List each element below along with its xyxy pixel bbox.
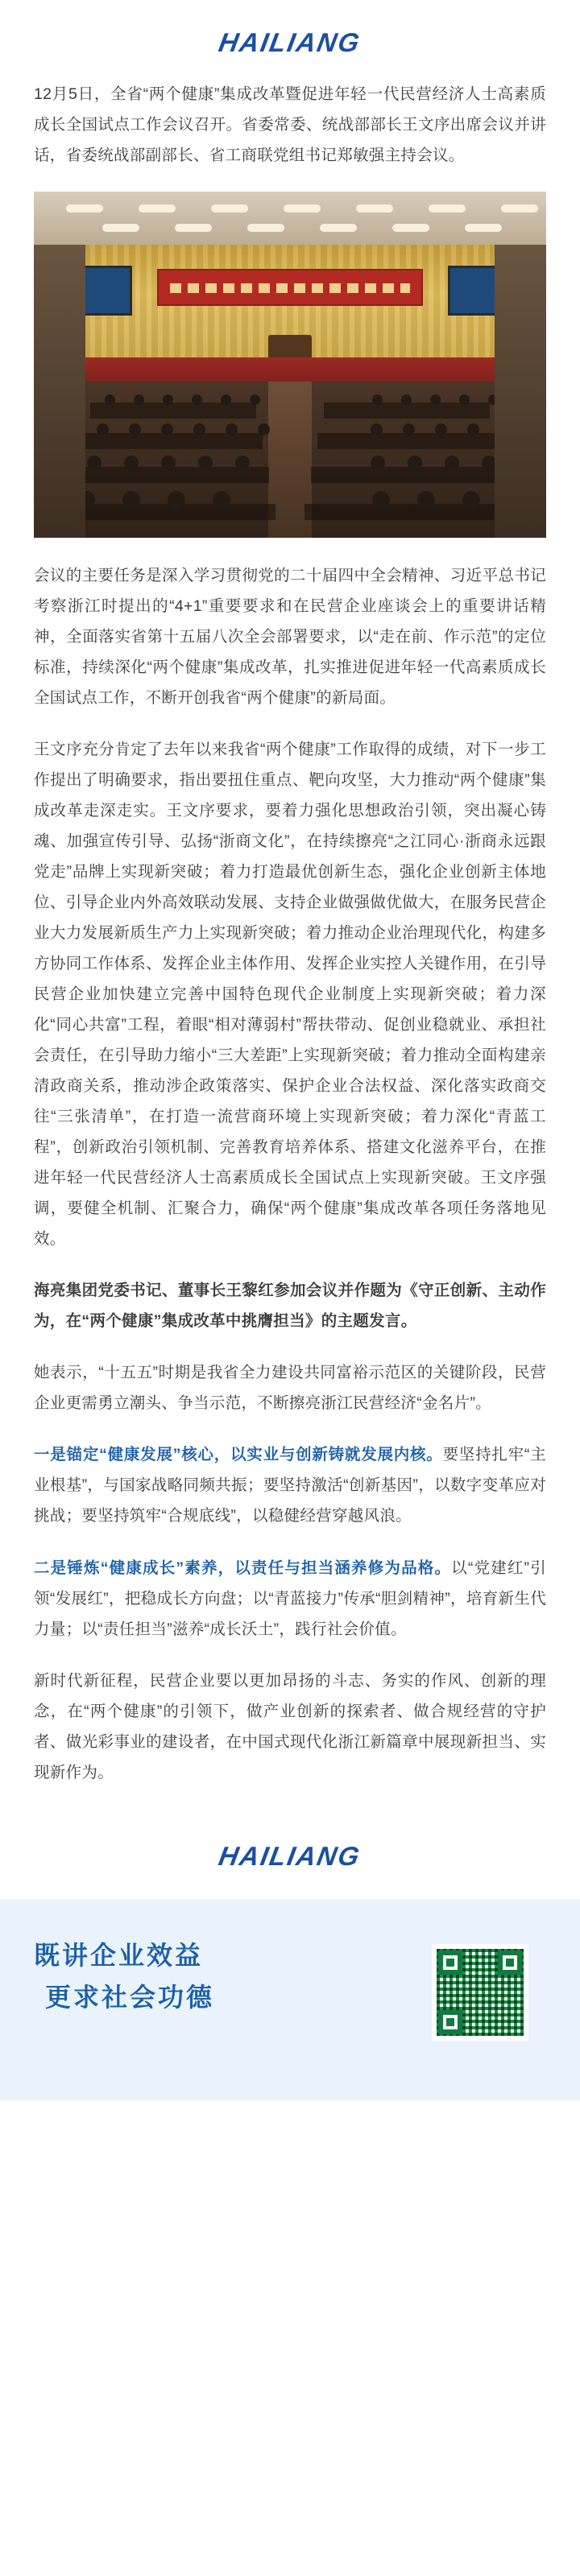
qr-finder-bottom-left (438, 2010, 462, 2034)
photo-attendee (97, 423, 109, 436)
photo-seat-row (324, 402, 490, 419)
paragraph-lead: 12月5日，全省“两个健康”集成改革暨促进年轻一代民营经济人士高素质成长全国试点工作会议召开。省委常委、统战部部长王文序出席会议并讲话，省委统战部副部长、省工商联党组书记郑敏强主持会议。 (34, 85, 546, 165)
photo-attendee (401, 394, 412, 405)
photo-side-wall-right (495, 245, 546, 538)
photo-attendee (371, 456, 385, 470)
photo-attendee (445, 456, 459, 470)
ceiling-light (211, 204, 248, 213)
photo-attendee (235, 456, 250, 470)
point-two-lead: 二是锤炼“健康成长”素养，以责任与担当涵养修为品格。 (34, 1558, 452, 1577)
photo-attendee (129, 423, 141, 436)
photo-stage-banner (157, 269, 423, 306)
photo-attendee (198, 456, 213, 470)
brand-wordmark-text: HAILIANG (217, 27, 364, 57)
photo-attendee (87, 456, 102, 470)
qr-code[interactable] (432, 1944, 528, 2041)
photo-attendee (371, 423, 383, 436)
photo-attendee (408, 456, 422, 470)
ceiling-light (102, 224, 139, 232)
photo-attendee (124, 456, 139, 470)
point-two-body: 以“党建红”引领“发展红”，把稳成长方向盘；以“青蓝接力”传承“胆剑精神”，培育新生代力量；以“责任担当”滋养“成长沃土”，践行社会价值。 (34, 1558, 546, 1638)
paragraph-point-two (34, 1553, 546, 1645)
photo-attendee (168, 491, 185, 509)
ceiling-light (392, 224, 429, 232)
photo-attendee (459, 394, 470, 405)
photo-attendee (134, 394, 144, 405)
photo-attendee (372, 491, 390, 509)
paragraph-leader-remarks: 王文序充分肯定了去年以来我省“两个健康”工作取得的成绩，对下一步工作提出了明确要求，指出要扭住重点、靶向攻坚，大力推动“两个健康”集成改革走深走实。王文序要求，要着力强化思想政治引领，突出凝心铸魂、加强宣传引导、弘扬“浙商文化”，在持续擦亮“之江同心·浙商永远跟党走”品牌上实现新突破；着力打造最优创新生态，强化企业创新主体地位、引导企业内外高效联动发展、支持企业做强做优做大，在服务民营企业大力发展新质生产力上实现新突破；着力推动企业治理现代化，构建多方协同工作体系、发挥企业主体作用、发挥企业实控人关键作用，在引导民营企业加快建立完善中国特色现代企业制度上实现新突破；着力深化“同心共富”工程，着眼“相对薄弱村”帮扶带动、促创业稳就业、承担社会责任，在引导助力缩小“三大差距”上实现新突破；着力推动全面构建亲清政商关系，推动涉企政策落实、保护企业合法权益、深化落实政商交往“三张清单”，在打造一流营商环境上实现新突破；着力深化“青蓝工程”，创新政治引领机制、完善教育培养体系、搭建文化滋养平台，在推进年轻一代民营经济人士高素质成长全国试点上实现新突破。王文序强调，要健全机制、汇聚合力，确保“两个健康”集成改革各项任务落地见效。 (34, 741, 546, 1249)
ceiling-light (66, 204, 103, 213)
paragraph-statement-intro: 她表示，“十五五”时期是我省全力建设共同富裕示范区的关键阶段，民营企业更需勇立潮头、争当示范，不断擦亮浙江民营经济“金名片”。 (34, 1364, 546, 1413)
photo-attendee (430, 394, 441, 405)
photo-ceiling-lights (34, 200, 546, 243)
paragraph-closing: 新时代新征程，民营企业要以更加昂扬的斗志、务实的作风、创新的理念，在“两个健康”的引领下，做产业创新的探索者、做合规经营的守护者、做光彩事业的建设者，在中国式现代化浙江新篇章中展现新担当、实现新作为。 (34, 1671, 546, 1781)
point-one-lead: 一是锚定“健康发展”核心，以实业与创新铸就发展内核。 (34, 1446, 443, 1464)
photo-attendee (250, 394, 260, 405)
ceiling-light (284, 204, 321, 213)
photo-attendee (221, 394, 231, 405)
photo-attendee (161, 456, 176, 470)
photo-attendee (161, 423, 173, 436)
ceiling-light (429, 204, 466, 213)
article-content (0, 79, 580, 1788)
ceiling-light (501, 204, 538, 213)
footer-slogan-line-1: 既讲企业效益 (34, 1940, 204, 1970)
photo-attendee (417, 491, 435, 509)
photo-attendee (122, 491, 140, 509)
qr-finder-top-left (438, 1951, 462, 1975)
paragraph-hailiang-speech: 海亮集团党委书记、董事长王黎红参加会议并作题为《守正创新、主动作为，在“两个健康”集成改革中挑膺担当》的主题发言。 (34, 1282, 546, 1331)
photo-attendee (462, 491, 480, 509)
photo-attendee (403, 423, 415, 436)
photo-seat-row (84, 433, 263, 449)
ceiling-light (247, 224, 284, 232)
ceiling-light (320, 224, 357, 232)
photo-attendee (213, 491, 230, 509)
photo-seat-row (90, 402, 256, 419)
photo-seat-row (317, 433, 496, 449)
conference-photo (34, 192, 546, 538)
photo-attendee (163, 394, 173, 405)
photo-attendee (105, 394, 115, 405)
paragraph-meeting-tasks: 会议的主要任务是深入学习贯彻党的二十届四中全会精神、习近平总书记考察浙江时提出的“4+1”重要要求和在民营企业座谈会上的重要讲话精神，全面落实省第十五届八次全会部署要求，以“走在前、作示范”的定位标准，持续深化“两个健康”集成改革，扎实推进促进年轻一代高素质成长全国试点工作，不断开创我省“两个健康”的新局面。 (34, 567, 546, 708)
ceiling-light (465, 224, 502, 232)
footer-logo (0, 1809, 580, 1899)
point-one-body: 要坚持扎牢“主业根基”，与国家战略同频共振；要坚持激活“创新基因”，以数字变革应对挑战；要坚持筑牢“合规底线”，以稳健经营穿越风浪。 (34, 1446, 547, 1525)
footer-slogan-band (0, 1899, 580, 2100)
footer-brand-wordmark (217, 1840, 364, 1872)
photo-attendee (193, 423, 205, 436)
footer-slogan-line-2: 更求社会功德 (45, 1983, 215, 2013)
ceiling-light (175, 224, 212, 232)
photo-attendee (435, 423, 447, 436)
photo-attendee (258, 423, 270, 436)
paragraph-point-one (34, 1439, 546, 1531)
photo-attendee (372, 394, 383, 405)
brand-wordmark (217, 27, 364, 58)
conference-photo-wrapper (34, 192, 546, 538)
footer-brand-wordmark-text: HAILIANG (217, 1840, 364, 1871)
ceiling-light (139, 204, 176, 213)
photo-attendee (192, 394, 202, 405)
photo-seat-row (311, 467, 503, 483)
qr-finder-top-right (498, 1951, 522, 1975)
photo-attendee (226, 423, 238, 436)
header-logo (0, 0, 580, 79)
photo-seat-row (304, 504, 511, 520)
qr-code-pattern (437, 1949, 524, 2036)
photo-side-wall-left (34, 245, 85, 538)
photo-attendee (467, 423, 479, 436)
ceiling-light (356, 204, 393, 213)
